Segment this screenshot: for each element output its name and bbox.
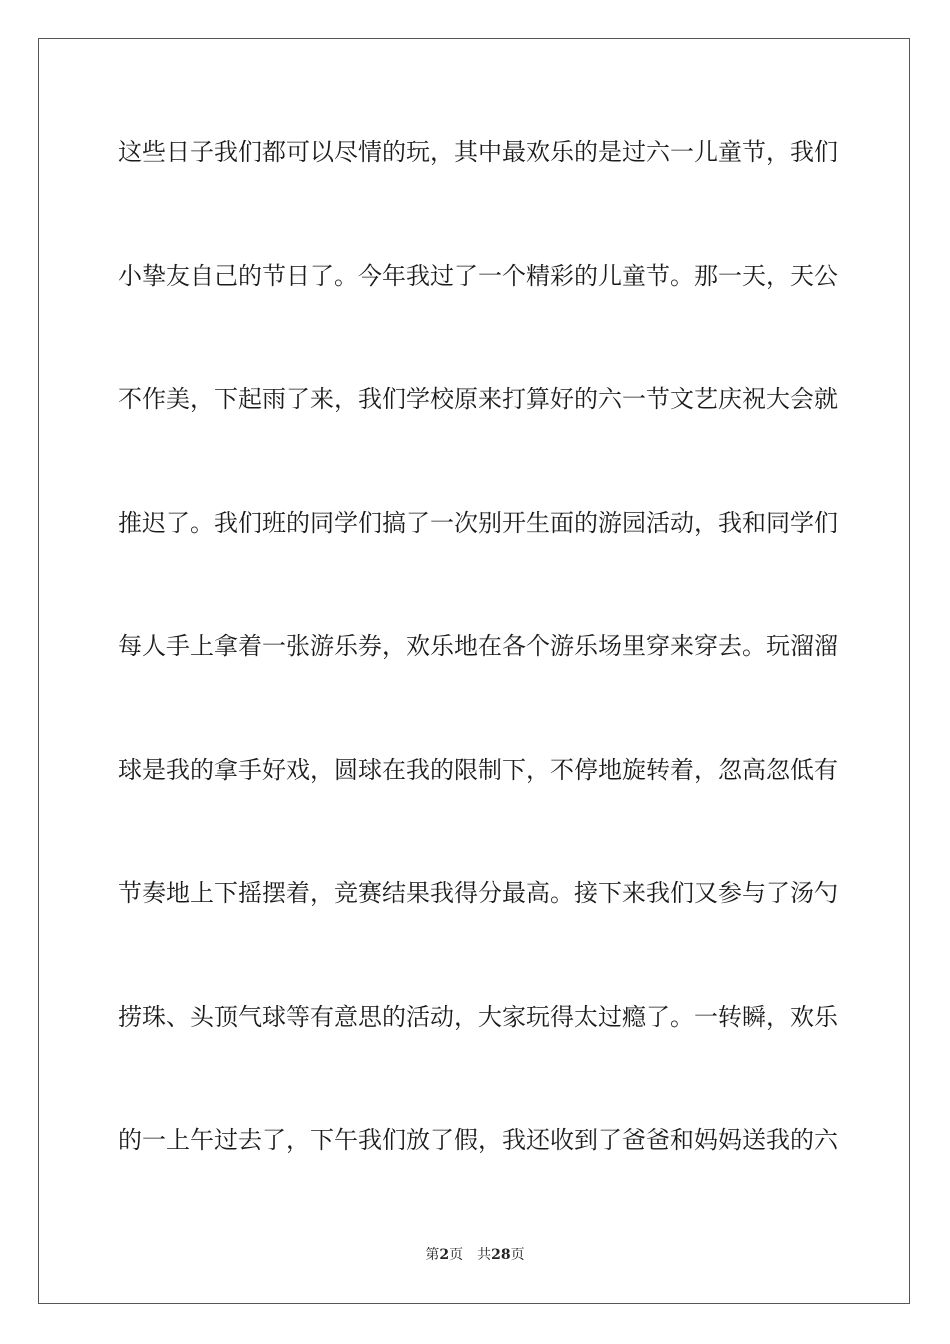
body-text-line: 不作美，下起雨了来，我们学校原来打算好的六一节文艺庆祝大会就	[118, 385, 838, 413]
body-text-line: 节奏地上下摇摆着，竞赛结果我得分最高。接下来我们又参与了汤勺	[118, 879, 838, 907]
total-suffix: 页	[510, 1247, 525, 1263]
body-text-line: 球是我的拿手好戏，圆球在我的限制下，不停地旋转着，忽高忽低有	[118, 756, 838, 784]
total-prefix: 共	[477, 1247, 492, 1263]
page-border	[38, 38, 910, 1304]
page-number: 2	[439, 1247, 450, 1263]
body-text-line: 的一上午过去了，下午我们放了假，我还收到了爸爸和妈妈送我的六	[118, 1126, 838, 1154]
page-footer	[0, 1246, 950, 1264]
total-pages: 28	[491, 1247, 511, 1263]
body-text-line: 这些日子我们都可以尽情的玩，其中最欢乐的是过六一儿童节，我们	[118, 138, 838, 166]
body-text-line: 小挚友自己的节日了。今年我过了一个精彩的儿童节。那一天，天公	[118, 262, 838, 290]
body-text-line: 捞珠、头顶气球等有意思的活动，大家玩得太过瘾了。一转瞬，欢乐	[118, 1003, 838, 1031]
page-prefix: 第	[425, 1247, 440, 1263]
page-suffix: 页	[449, 1247, 464, 1263]
body-text-line: 推迟了。我们班的同学们搞了一次别开生面的游园活动，我和同学们	[118, 509, 838, 537]
body-text-line: 每人手上拿着一张游乐券，欢乐地在各个游乐场里穿来穿去。玩溜溜	[118, 632, 838, 660]
